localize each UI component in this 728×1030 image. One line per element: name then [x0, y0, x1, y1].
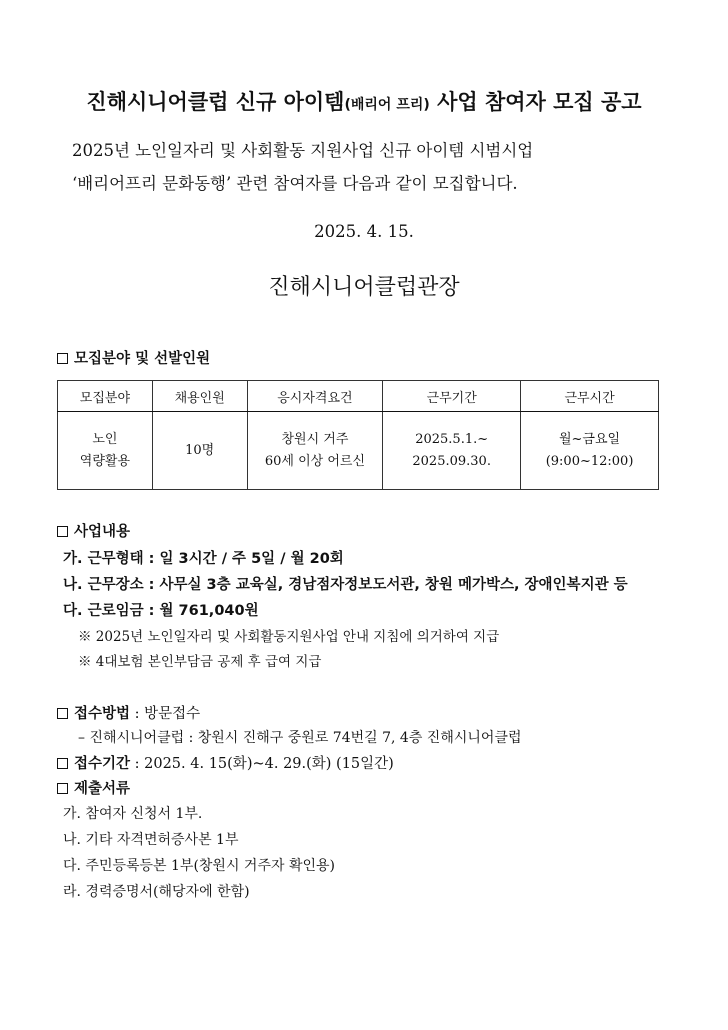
table-row: [58, 412, 659, 490]
section-period-value: : 2025. 4. 15(화)~4. 29.(화) (15일간): [130, 756, 394, 772]
cell-time-line2: (9:00~12:00): [545, 453, 634, 469]
apply-detail: – 진해시니어클럽 : 창원시 진해구 중원로 74번길 7, 4층 진해시니어클럽: [78, 730, 522, 746]
signature: 진해시니어클럽관장: [268, 275, 460, 300]
section-docs-heading: [57, 777, 130, 798]
docs-item: 가. 참여자 신청서 1부.: [63, 806, 203, 822]
section-docs-label: 제출서류: [74, 781, 131, 797]
checkbox-square-icon: [57, 783, 68, 794]
table-header-cell: 근무기간: [383, 381, 521, 412]
cell-period-line1: 2025.5.1.~: [415, 431, 489, 447]
table-header-cell: 근무시간: [521, 381, 659, 412]
recruit-table: [57, 380, 659, 490]
cell-qual-line1: 창원시 거주: [281, 431, 349, 447]
section-period-label: 접수기간: [74, 756, 131, 772]
table-header-row: [58, 381, 659, 412]
table-header-cell: 채용인원: [152, 381, 247, 412]
docs-item: 나. 기타 자격면허증사본 1부: [63, 832, 239, 848]
cell-time-line1: 월~금요일: [558, 431, 621, 447]
cell-field-line1: 노인: [92, 431, 118, 447]
section-business-heading: [57, 520, 130, 541]
section-apply-value: : 방문접수: [130, 706, 201, 722]
checkbox-square-icon: [57, 708, 68, 719]
business-item: 나. 근무장소 : 사무실 3층 교육실, 경남점자정보도서관, 창원 메가박스, 장애인복지관 등: [63, 577, 628, 593]
title-main-start: 진해시니어클럽 신규 아이템: [86, 90, 345, 114]
section-period-heading: [57, 752, 394, 773]
business-note: ※ 2025년 노인일자리 및 사회활동지원사업 안내 지침에 의거하여 지급: [78, 629, 500, 645]
business-item: 다. 근로임금 : 월 761,040원: [63, 603, 259, 619]
cell-field: [58, 412, 153, 490]
docs-item: 다. 주민등록등본 1부(창원시 거주자 확인용): [63, 858, 335, 874]
table-header-cell: 응시자격요건: [247, 381, 383, 412]
table-header-cell: 모집분야: [58, 381, 153, 412]
checkbox-square-icon: [57, 353, 68, 364]
section-recruit-heading: [57, 347, 210, 368]
cell-period-line2: 2025.09.30.: [412, 453, 491, 469]
title-main-end: 사업 참여자 모집 공고: [429, 90, 642, 114]
cell-qual-line2: 60세 이상 어르신: [264, 453, 365, 469]
section-apply-heading: [57, 702, 200, 723]
title-small-text: (배리어 프리): [344, 97, 430, 113]
checkbox-square-icon: [57, 526, 68, 537]
cell-qualification: [247, 412, 383, 490]
document-title: [0, 86, 728, 116]
business-note: ※ 4대보험 본인부담금 공제 후 급여 지급: [78, 654, 322, 670]
cell-period: [383, 412, 521, 490]
business-item: 가. 근무형태 : 일 3시간 / 주 5일 / 월 20회: [63, 551, 344, 567]
notice-date: 2025. 4. 15.: [314, 222, 414, 241]
section-business-label: 사업내용: [74, 524, 131, 540]
section-recruit-label: 모집분야 및 선발인원: [74, 351, 211, 367]
intro-line-1: 2025년 노인일자리 및 사회활동 지원사업 신규 아이템 시범시업: [72, 141, 534, 160]
checkbox-square-icon: [57, 758, 68, 769]
cell-count: 10명: [152, 412, 247, 490]
docs-item: 라. 경력증명서(해당자에 한함): [63, 884, 250, 900]
section-apply-label: 접수방법: [74, 706, 131, 722]
cell-field-line2: 역량활용: [79, 453, 130, 469]
cell-time: [521, 412, 659, 490]
intro-line-2: ‘배리어프리 문화동행’ 관련 참여자를 다음과 같이 모집합니다.: [72, 174, 518, 193]
